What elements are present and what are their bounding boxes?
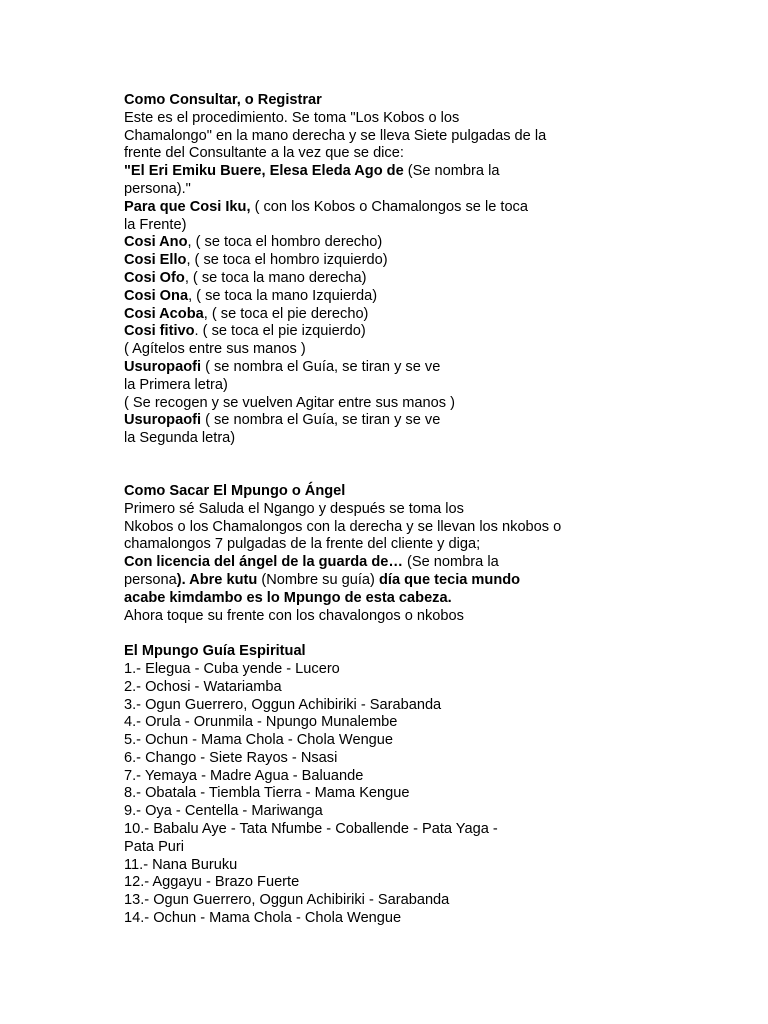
intro-line: Este es el procedimiento. Se toma "Los Kobos o los: [124, 109, 460, 126]
cosi-term: Cosi fitivo: [124, 323, 195, 340]
abre-kutu-line: [124, 572, 724, 590]
intro-line: Chamalongo" en la mano derecha y se lleva Siete pulgadas de la: [124, 127, 547, 144]
cosi-text: , ( se toca el pie derecho): [203, 305, 369, 322]
para-rest: ( con los Kobos o Chamalongos se le toca: [250, 198, 528, 215]
list-item: 10.- Babalu Aye - Tata Nfumbe - Coballende - Pata Yaga -: [124, 821, 498, 838]
cosi-line: [124, 252, 724, 270]
list-item: 7.- Yemaya - Madre Agua - Baluande: [124, 767, 364, 784]
usuropaofi-cont: la Segunda letra): [124, 430, 236, 447]
list-item: 13.- Ogun Guerrero, Oggun Achibiriki - Sarabanda: [124, 892, 450, 909]
cosi-text: , ( se toca el hombro izquierdo): [186, 252, 388, 269]
list-item: 8.- Obatala - Tiembla Tierra - Mama Kengue: [124, 785, 410, 802]
list-item: 2.- Ochosi - Watariamba: [124, 678, 282, 695]
intro-line: Primero sé Saluda el Ngango y después se toma los: [124, 500, 464, 517]
intro-line: chamalongos 7 pulgadas de la frente del cliente y diga;: [124, 536, 481, 553]
guia-list: [124, 661, 724, 928]
usuropaofi-cont: la Primera letra): [124, 376, 228, 393]
list-item: 3.- Ogun Guerrero, Oggun Achibiriki - Sarabanda: [124, 696, 442, 713]
list-item: 4.- Orula - Orunmila - Npungo Munalembe: [124, 714, 398, 731]
intro-line: Nkobos o los Chamalongos con la derecha y se llevan los nkobos o: [124, 518, 562, 535]
intro-line: frente del Consultante a la vez que se dice:: [124, 145, 404, 162]
cosi-line: [124, 306, 724, 324]
abre-kutu-bold: ). Abre kutu: [176, 571, 258, 588]
list-item: 9.- Oya - Centella - Mariwanga: [124, 803, 323, 820]
licencia-line: [124, 554, 724, 572]
cosi-term: Cosi Ello: [124, 252, 187, 269]
kimdambo-line: acabe kimdambo es lo Mpungo de esta cabeza.: [124, 589, 452, 606]
usuropaofi-text: ( se nombra el Guía, se tiran y se ve: [201, 358, 441, 375]
cosi-term: Cosi Acoba: [124, 305, 204, 322]
document-page: [124, 92, 724, 928]
cosi-line: [124, 288, 724, 306]
cosi-term: Cosi Ano: [124, 234, 188, 251]
section-heading: Como Sacar El Mpungo o Ángel: [124, 482, 346, 499]
usuropaofi-text: ( se nombra el Guía, se tiran y se ve: [201, 412, 441, 429]
licencia-bold: Con licencia del ángel de la guarda de…: [124, 554, 403, 571]
section-mpungo-angel: [124, 483, 724, 625]
invocation-line: [124, 163, 724, 181]
para-line: [124, 199, 724, 217]
invocation-cont: persona).": [124, 180, 191, 197]
list-item: 11.- Nana Buruku: [124, 856, 238, 873]
cosi-text: , ( se toca el hombro derecho): [187, 234, 383, 251]
tecia-mundo-bold: día que tecia mundo: [378, 571, 521, 588]
recoger-line: ( Se recogen y se vuelven Agitar entre sus manos ): [124, 394, 455, 411]
section-mpungo-guia: [124, 643, 724, 928]
list-item: 14.- Ochun - Mama Chola - Chola Wengue: [124, 910, 402, 927]
persona-text: persona: [124, 571, 177, 588]
toque-frente-line: Ahora toque su frente con los chavalongos o nkobos: [124, 607, 464, 624]
cosi-line: [124, 234, 724, 252]
list-item: 6.- Chango - Siete Rayos - Nsasi: [124, 749, 338, 766]
section-heading: Como Consultar, o Registrar: [124, 92, 322, 108]
invocation-bold: "El Eri Emiku Buere, Elesa Eleda Ago de: [124, 163, 404, 180]
spacer: [124, 448, 724, 483]
cosi-term: Cosi Ofo: [124, 269, 185, 286]
para-bold: Para que Cosi Iku,: [124, 198, 251, 215]
cosi-text: , ( se toca la mano Izquierda): [188, 287, 378, 304]
list-item: 5.- Ochun - Mama Chola - Chola Wengue: [124, 732, 394, 749]
usuropaofi-term: Usuropaofi: [124, 358, 202, 375]
invocation-rest: (Se nombra la: [403, 163, 500, 180]
usuropaofi-line: [124, 359, 724, 377]
nombre-guia-text: (Nombre su guía): [257, 571, 379, 588]
list-item: Pata Puri: [124, 838, 185, 855]
para-cont: la Frente): [124, 216, 187, 233]
cosi-text: . ( se toca el pie izquierdo): [194, 323, 366, 340]
spacer: [124, 625, 724, 643]
usuropaofi-term: Usuropaofi: [124, 412, 202, 429]
cosi-text: , ( se toca la mano derecha): [184, 269, 367, 286]
section-heading: El Mpungo Guía Espiritual: [124, 643, 306, 660]
agitar-line: ( Agítelos entre sus manos ): [124, 341, 306, 358]
cosi-line: [124, 323, 724, 341]
section-consultar: [124, 92, 724, 448]
cosi-term: Cosi Ona: [124, 287, 189, 304]
usuropaofi-line: [124, 412, 724, 430]
cosi-line: [124, 270, 724, 288]
licencia-rest: (Se nombra la: [402, 554, 499, 571]
list-item: 12.- Aggayu - Brazo Fuerte: [124, 874, 300, 891]
list-item: 1.- Elegua - Cuba yende - Lucero: [124, 660, 340, 677]
